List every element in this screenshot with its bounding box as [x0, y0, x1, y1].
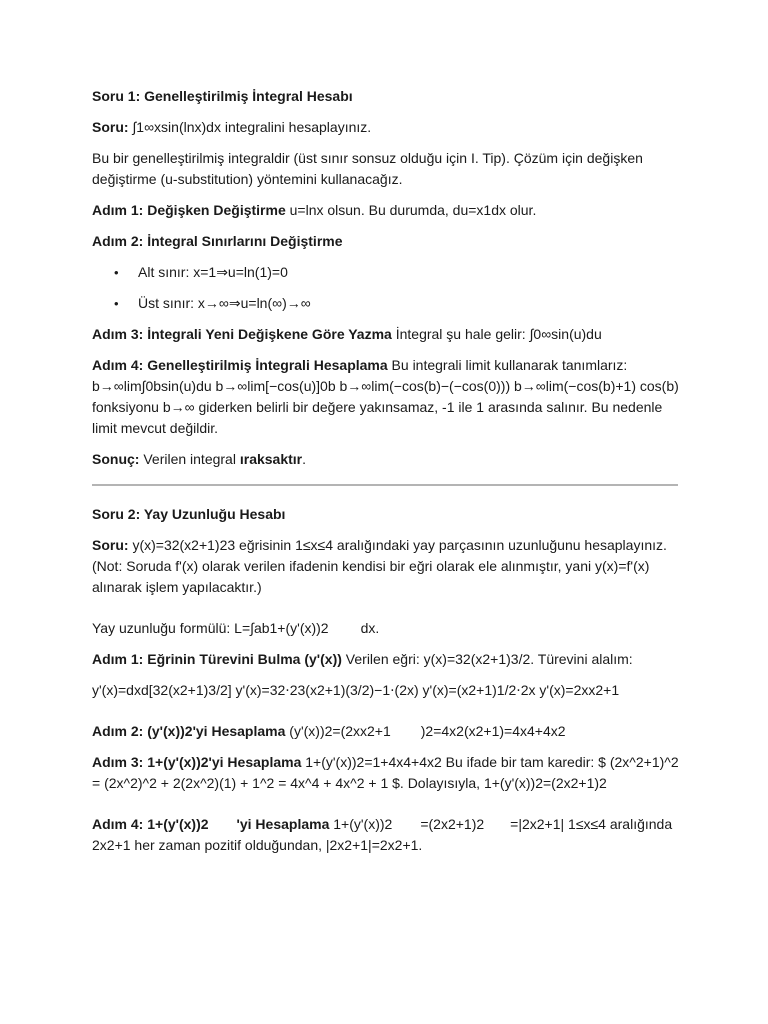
q2-step-2-label: Adım 2: (y'(x))2'yi Hesaplama	[92, 723, 286, 739]
q2-formula-dx: dx.	[360, 620, 380, 636]
q2-step-4-text-mid: =(2x2+1)2	[420, 816, 485, 832]
q1-step-1-label: Adım 1: Değişken Değiştirme	[92, 202, 286, 218]
q1-step-1-text: u=lnx olsun. Bu durumda, du=x1dx olur.	[285, 202, 537, 218]
section-divider	[92, 484, 678, 486]
q1-result-text: Verilen integral	[139, 451, 240, 467]
q2-step-4-text: 1+(y'(x))2	[329, 816, 393, 832]
q1-result-emphasis: ıraksaktır	[239, 451, 303, 467]
q1-title: Soru 1: Genelleştirilmiş İntegral Hesabı	[92, 88, 353, 104]
q1-step-2-label: Adım 2: İntegral Sınırlarını Değiştirme	[92, 233, 343, 249]
q1-step-4-text: Bu integrali limit kullanarak tanımlarız: b→∞lim∫0bsin(u)du b→∞lim[−cos(u)]0b b→∞lim(−cos(b)−(−cos(0))) b→∞lim(−cos(b)+1) cos(b) fonksiyonu b→∞ giderken belirli bir değere yakınsamaz, -1 ile 1 arasında salınır. Bu nedenle limit mevcut değildir.	[92, 357, 679, 436]
q2-step-4	[92, 814, 682, 856]
q2-step-4-label-end: 'yi Hesaplama	[236, 816, 330, 832]
q1-result	[92, 449, 682, 470]
q1-question	[92, 117, 682, 138]
q2-step-2-text-end: )2=4x2(x2+1)=4x4+4x2	[420, 723, 566, 739]
q2-step-3-label: Adım 3: 1+(y'(x))2'yi Hesaplama	[92, 754, 302, 770]
q2-step-3-text: 1+(y'(x))2=1+4x4+4x2 Bu ifade bir tam karedir: $ (2x^2+1)^2 = (2x^2)^2 + 2(2x^2)(1) + 1^2 = 4x^4 + 4x^2 + 1 $. Dolayısıyla, 1+(y'(x))2=(2x2+1)2	[92, 754, 679, 791]
list-item: • Üst sınır: x→∞⇒u=ln(∞)→∞	[92, 293, 682, 314]
q2-derivative: y'(x)=dxd[32(x2+1)3/2] y'(x)=32⋅23(x2+1)(3/2)−1⋅(2x) y'(x)=(x2+1)1/2⋅2x y'(x)=2xx2+1	[92, 682, 620, 698]
q2-step-1-label: Adım 1: Eğrinin Türevini Bulma (y'(x))	[92, 651, 342, 667]
q2-formula-text: Yay uzunluğu formülü: L=∫ab1+(y'(x))2	[92, 620, 329, 636]
q1-step-2	[92, 231, 682, 252]
question-2-section	[92, 504, 682, 866]
q2-step-1-text: Verilen eğri: y(x)=32(x2+1)3/2. Türevini alalım:	[341, 651, 633, 667]
question-1-section	[92, 86, 682, 480]
q1-step-4	[92, 355, 682, 439]
q1-bounds-list	[92, 262, 682, 314]
q1-question-text: ∫1∞xsin(lnx)dx integralini hesaplayınız.	[128, 119, 372, 135]
q1-result-label: Sonuç:	[92, 451, 140, 467]
q2-step-4-label: Adım 4: 1+(y'(x))2	[92, 816, 209, 832]
q1-question-label: Soru:	[92, 119, 129, 135]
q1-step-3	[92, 324, 682, 345]
q2-step-1	[92, 649, 682, 670]
list-item: • Alt sınır: x=1⇒u=ln(1)=0	[92, 262, 682, 283]
q2-step-2-text: (y'(x))2=(2xx2+1	[285, 723, 391, 739]
q1-step-1	[92, 200, 682, 221]
q2-question-text: y(x)=32(x2+1)23 eğrisinin 1≤x≤4 aralığındaki yay parçasının uzunluğunu hesaplayınız. (Not: Soruda f'(x) olarak verilen ifadenin kendisi bir eğri olarak ele alınmıştır, yani y(x)=f'(x) alınarak işlem yapılacaktır.)	[92, 537, 667, 595]
q1-intro: Bu bir genelleştirilmiş integraldir (üst sınır sonsuz olduğu için I. Tip). Çözüm için değişken değiştirme (u-substitution) yöntemini kullanacağız.	[92, 150, 643, 187]
q2-formula	[92, 618, 682, 639]
q1-result-end: .	[302, 451, 307, 467]
q1-step-3-text: İntegral şu hale gelir: ∫0∞sin(u)du	[391, 326, 602, 342]
q2-step-3	[92, 752, 682, 794]
q2-title: Soru 2: Yay Uzunluğu Hesabı	[92, 506, 286, 522]
q1-step-4-label: Adım 4: Genelleştirilmiş İntegrali Hesaplama	[92, 357, 388, 373]
q2-question	[92, 535, 682, 598]
q2-step-4-text-end: =|2x2+1| 1≤x≤4 aralığında 2x2+1 her zaman pozitif olduğundan, |2x2+1|=2x2+1.	[92, 816, 673, 853]
q2-step-2	[92, 721, 682, 742]
q2-question-label: Soru:	[92, 537, 129, 553]
q1-step-3-label: Adım 3: İntegrali Yeni Değişkene Göre Yazma	[92, 326, 392, 342]
